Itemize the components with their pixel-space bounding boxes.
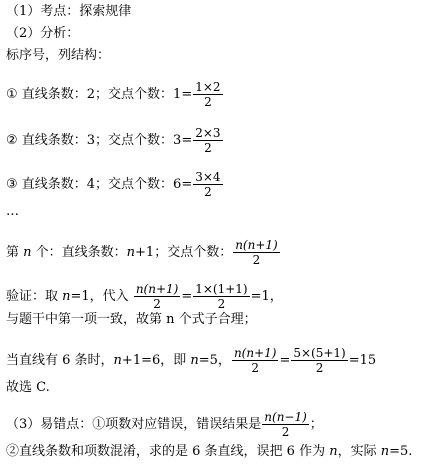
row-1: ① 直线条数：2；交点个数：1= $\frac{1\times 2}{2}$ xyxy=(6,80,221,109)
fraction: $\frac{2\times 3}{2}$ xyxy=(195,126,221,155)
fraction: $\frac{n(n+1)}{2}$ xyxy=(233,346,277,375)
verify-row: 验证：取 n=1，代入 $\frac{n(n+1)}{2}$ = $\frac{1\times(1+1)}{2}$ =1， xyxy=(6,282,283,311)
fraction: $\frac{1\times(1+1)}{2}$ xyxy=(195,282,248,311)
error-row-1: （3）易错点：①项数对应错误，错误结果是 $\frac{n(n-1)}{2}$ ； xyxy=(6,410,323,439)
when-row: 当直线有 6 条时，n+1=6，即 n=5， $\frac{n(n+1)}{2}$ = $\frac{5\times(5+1)}{2}$ =15 xyxy=(6,346,377,375)
error-row-2: ②直线条数和项数混淆，求的是 6 条直线，误把 6 作为 n，实际 n=5. xyxy=(6,444,413,459)
fraction: $\frac{1\times 2}{2}$ xyxy=(195,80,221,109)
answer-line: 故选 C. xyxy=(6,380,50,395)
fraction: $\frac{n(n+1)}{2}$ xyxy=(235,238,278,267)
fraction: $\frac{5\times(5+1)}{2}$ xyxy=(293,346,346,375)
ellipsis: … xyxy=(6,204,19,219)
fraction: $\frac{n(n+1)}{2}$ xyxy=(135,282,179,311)
point-title: （1）考点：探索规律 xyxy=(6,4,132,19)
fraction: $\frac{n(n-1)}{2}$ xyxy=(264,410,307,439)
analysis-title: （2）分析： xyxy=(6,26,80,41)
row-2: ② 直线条数：3；交点个数：3= $\frac{2\times 3}{2}$ xyxy=(6,126,221,155)
row-3: ③ 直线条数：4；交点个数：6= $\frac{3\times 4}{2}$ xyxy=(6,170,221,199)
intro-line: 标序号，列结构： xyxy=(6,48,111,63)
consistency-line: 与题干中第一项一致，故第 n 个式子合理； xyxy=(6,312,257,327)
nth-row: 第 n 个：直线条数：n+1；交点个数： $\frac{n(n+1)}{2}$ xyxy=(6,238,278,267)
fraction: $\frac{3\times 4}{2}$ xyxy=(195,170,221,199)
